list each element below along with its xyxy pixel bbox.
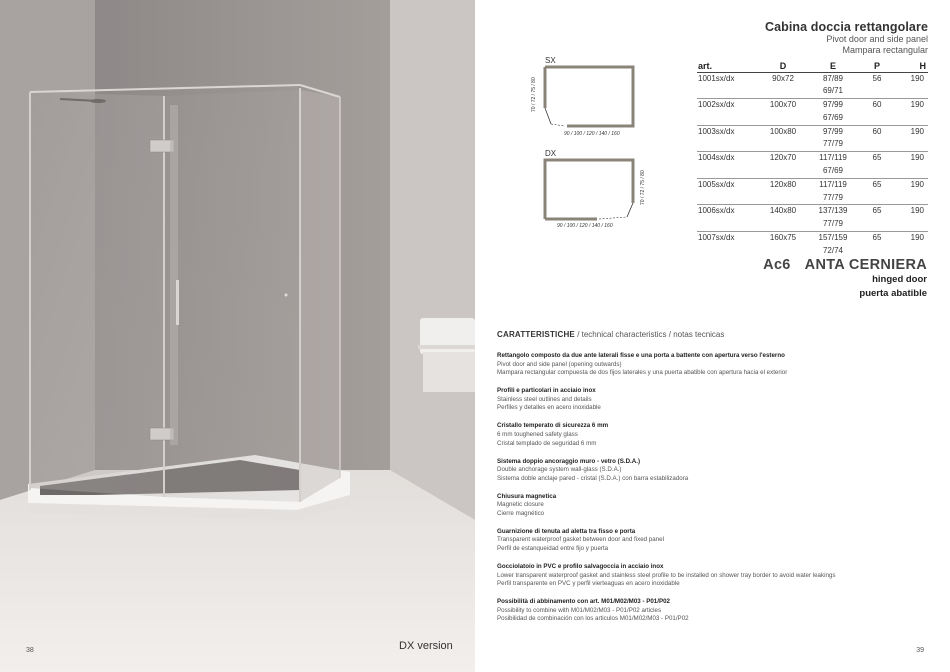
cell-p: 65 [859,152,895,179]
subtitle-english: Pivot door and side panel [826,34,928,44]
list-item: Sistema doppio ancoraggio muro - vetro (S.D.A.) Double anchorage system wall-glass (S.D.A.) Sistema doble anclaje pared - cristal (S.D.A.) con barra estabilizadora [497,457,689,482]
sx-horizontal-dimensions: 90 / 100 / 120 / 140 / 160 [564,131,620,137]
subtitle-spanish: Mampara rectangular [842,45,928,55]
left-page-number: 38 [26,647,34,654]
column-header-art: art. [697,60,759,72]
table-row [697,178,928,205]
cell-d: 120x80 [759,178,807,205]
list-item: Guarnizione di tenuta ad aletta tra fisso e porta Transparent waterproof gasket between door and fixed panel Perfil de estanqueidad entre fijo y puerta [497,527,664,553]
cell-h: 190 [895,72,928,99]
table-row [697,232,928,258]
column-header-d: D [759,60,807,72]
dimensions-table [697,60,928,258]
table-row [697,205,928,232]
cell-e: 117/119 67/69 [807,152,859,179]
cell-p: 65 [859,178,895,205]
cell-art: 1007sx/dx [698,233,735,243]
cell-p: 65 [872,233,882,243]
product-name-english: hinged door [872,274,927,285]
list-item: Cristallo temperato di sicurezza 6 mm 6 mm toughened safety glass Cristal templado de seguridad 6 mm [497,422,609,447]
cell-p: 60 [859,125,895,152]
page-title: Cabina doccia rettangolare [764,20,928,34]
list-item: Rettangolo composto da due ante laterali fisse e una porta a battente con apertura verso l'esterno Pivot door and side panel (opening outwards) Mampara rectangular compuesta de dos fijos laterales y una puerta abatible con apertura hacia el exterior [497,352,788,377]
dx-diagram-label: DX [545,149,557,158]
characteristics-list [497,352,937,633]
product-name-block [763,257,927,301]
cell-h: 190 [895,152,928,179]
column-header-h: H [895,60,928,72]
dx-horizontal-dimensions: 90 / 100 / 120 / 140 / 160 [557,223,613,229]
cell-art: 1001sx/dx [697,72,759,99]
cell-e: 117/119 77/79 [807,178,859,205]
cell-p: 60 [859,99,895,126]
product-name-italian: ANTA CERNIERA [804,257,927,273]
dx-vertical-dimensions: 70 / 72 / 75 / 80 [640,170,646,205]
photo-caption: DX version [399,640,453,652]
characteristics-heading: CARATTERISTICHE / technical characteristics / notas tecnicas [497,330,725,339]
cell-d: 120x70 [759,152,807,179]
cell-e: 97/99 67/69 [807,99,859,126]
dx-layout-diagram [537,157,637,222]
table-row [697,125,928,152]
cell-h: 190 [895,125,928,152]
cell-h: 190 [895,99,928,126]
cell-art: 1004sx/dx [697,152,759,179]
spec-page [475,0,950,672]
cell-art: 1006sx/dx [697,205,759,232]
cell-e: 97/99 77/79 [807,125,859,152]
column-header-e: E [807,60,859,72]
cell-h: 190 [895,178,928,205]
cell-art: 1005sx/dx [697,178,759,205]
table-header-row [697,60,928,72]
list-item: Chiusura magnetica Magnetic closure Cierre magnético [497,492,557,517]
product-code: Ac6 [763,257,791,273]
cell-d: 140x80 [759,205,807,232]
product-name-spanish: puerta abatible [859,288,927,299]
list-item: Gocciolatoio in PVC e profilo salvagoccia in acciaio inox Lower transparent waterproof gasket and stainless steel profile to be installed on shower tray border to avoid water leakings Perfil transparente en PVC y perfil vierteaguas en acero inoxidable [497,563,836,588]
cell-h: 190 [910,233,924,243]
sx-diagram-label: SX [545,56,556,65]
table-row [697,99,928,126]
sx-layout-diagram [537,64,637,129]
cell-p: 65 [859,205,895,232]
title-block [765,20,928,56]
cell-e: 157/159 72/74 [818,233,848,255]
table-row [697,72,928,99]
cell-e: 87/89 69/71 [807,72,859,99]
column-header-p: P [859,60,895,72]
cell-e: 137/139 77/79 [807,205,859,232]
right-page-number: 39 [916,647,924,654]
cell-d: 160x75 [769,233,797,243]
sx-vertical-dimensions: 70 / 72 / 75 / 80 [531,77,537,112]
list-item: Possibilità di abbinamento con art. M01/M02/M03 - P01/P02 Possibility to combine with M01/M02/M03 - P01/P02 articles Posibilidad de combinación con los articulos M01/M02/M03 - P01/P02 [497,598,689,623]
cell-art: 1002sx/dx [697,99,759,126]
table-row [697,152,928,179]
cell-d: 100x80 [759,125,807,152]
cell-d: 100x70 [759,99,807,126]
cell-p: 56 [859,72,895,99]
cell-h: 190 [895,205,928,232]
cell-art: 1003sx/dx [697,125,759,152]
product-heading [763,257,927,273]
cell-d: 90x72 [759,72,807,99]
list-item: Profili e particolari in acciaio inox Stainless steel outlines and details Perfiles y detalles en acero inoxidable [497,387,601,412]
